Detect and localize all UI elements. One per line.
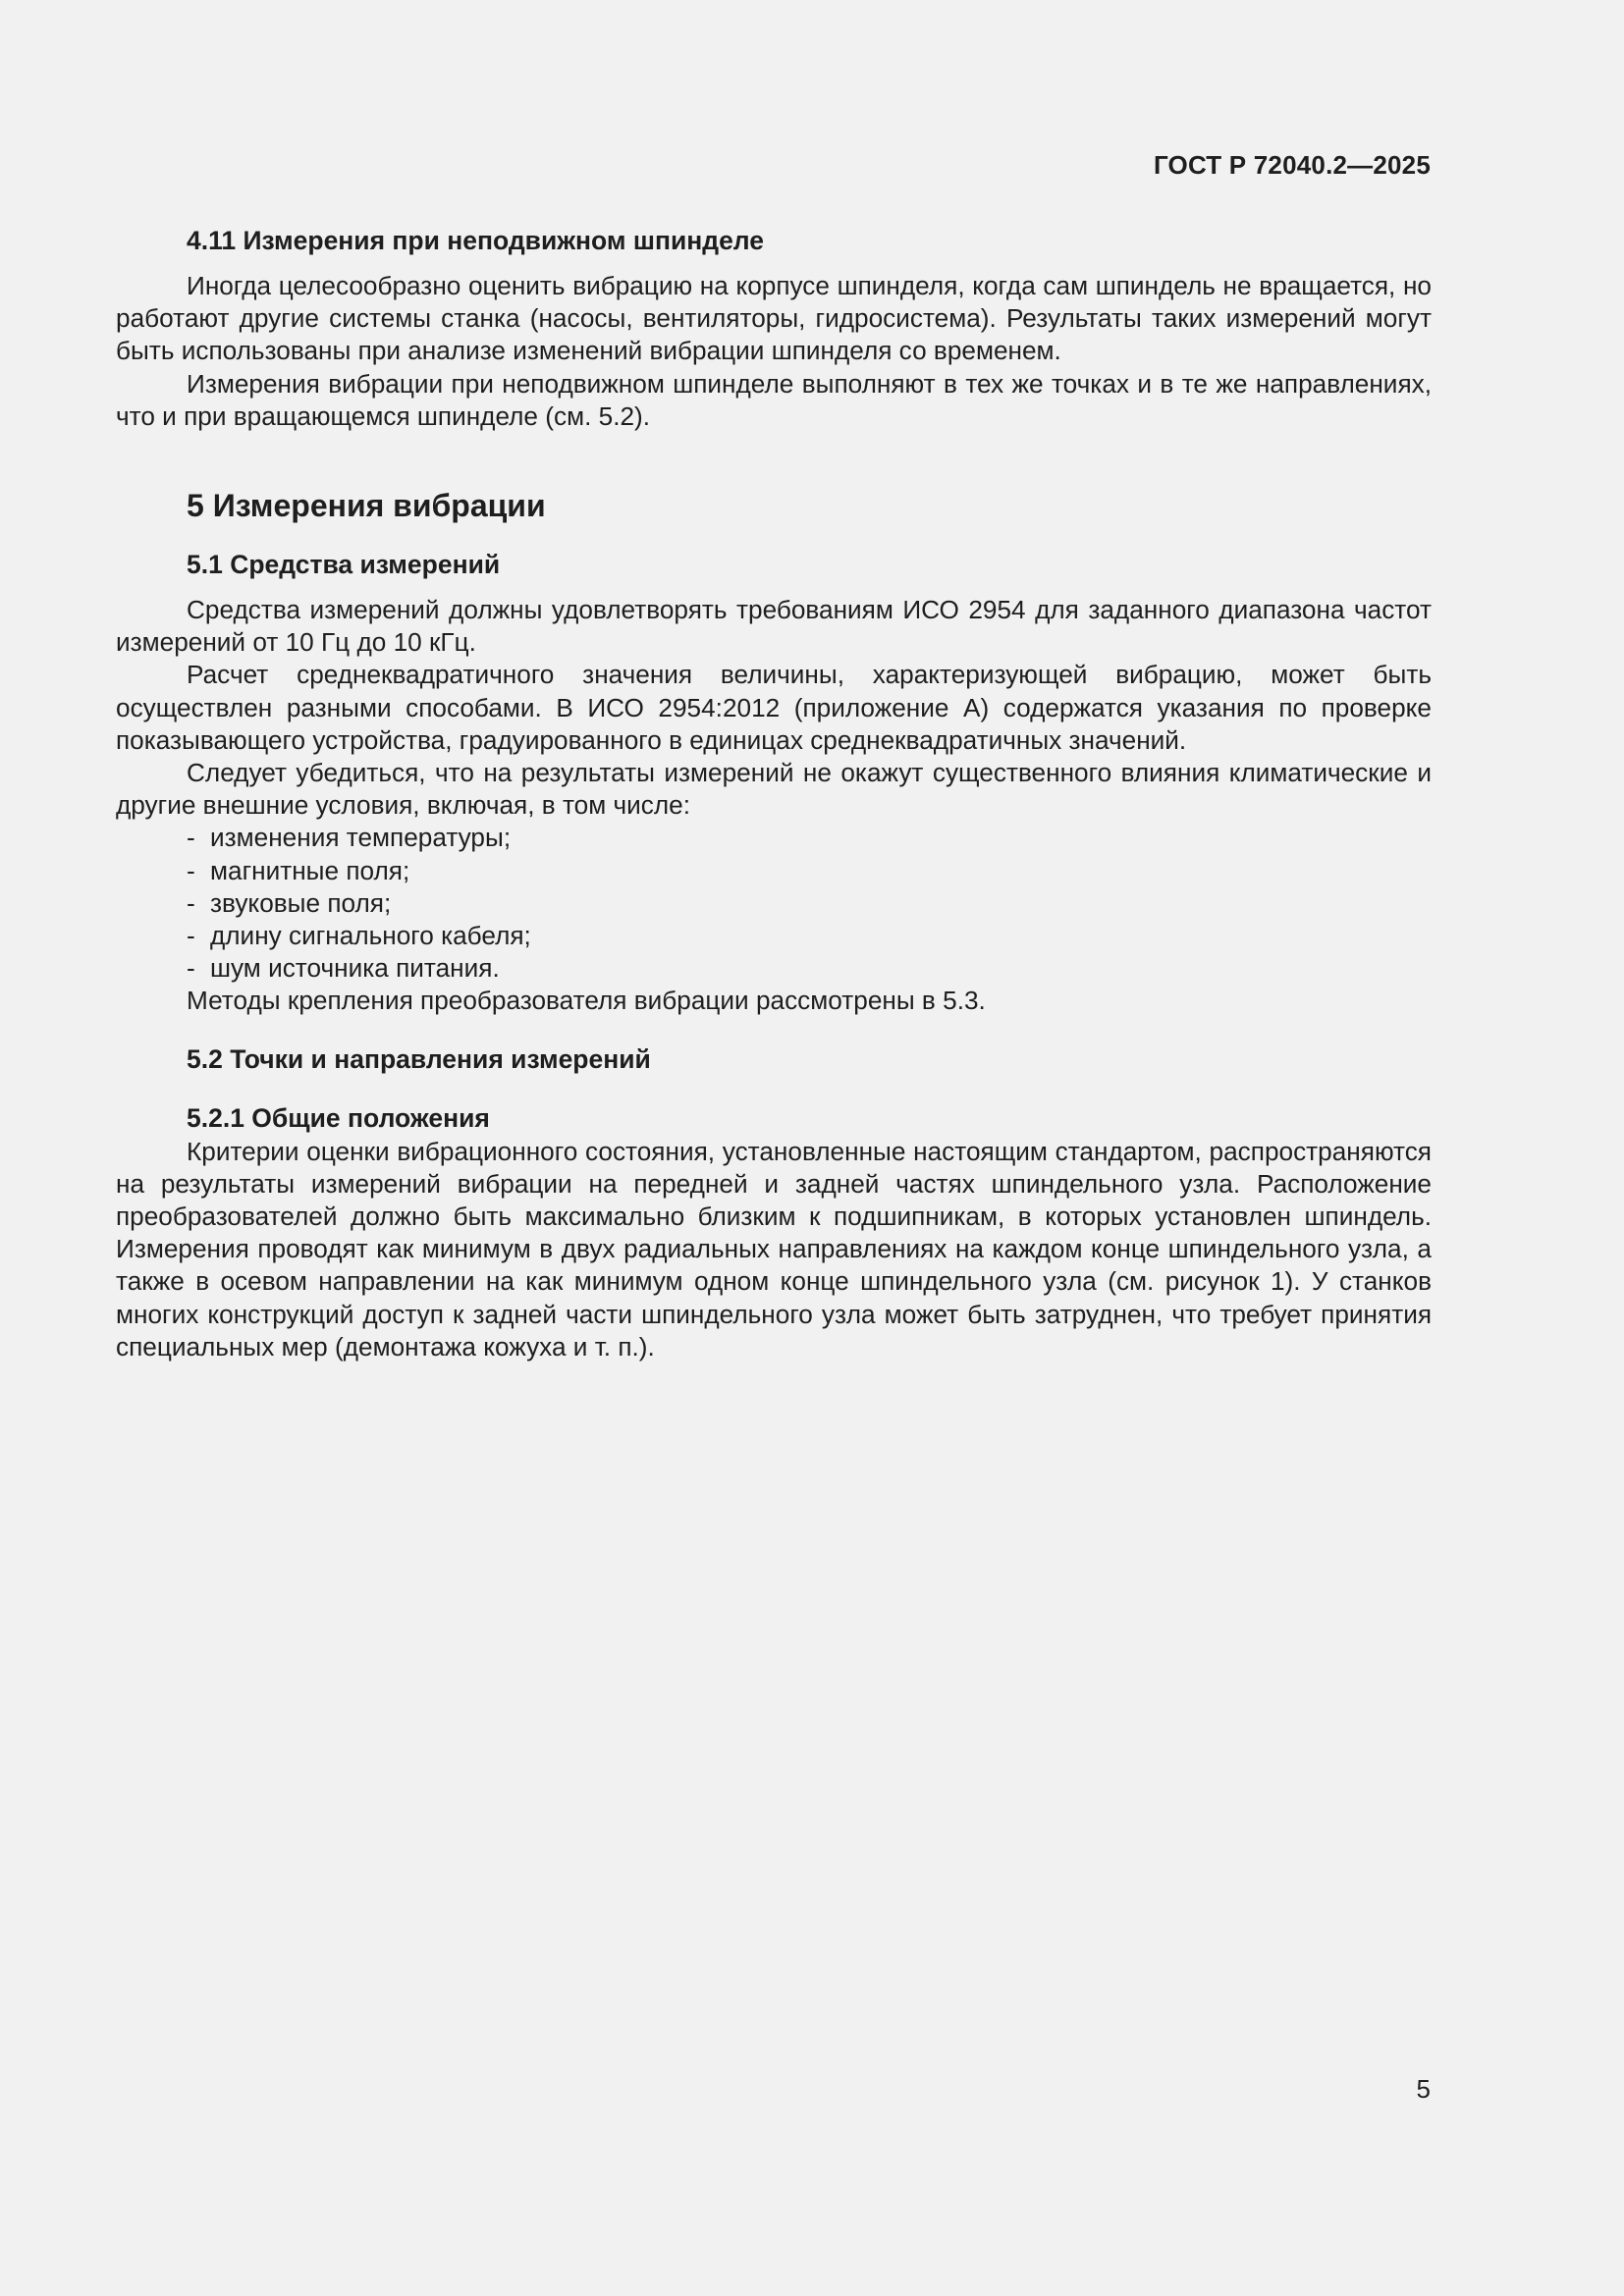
- heading-5-1: 5.1 Средства измерений: [187, 550, 501, 580]
- list-item-text: шум источника питания.: [210, 953, 500, 984]
- list-marker: -: [187, 921, 195, 951]
- list-item-text: изменения температуры;: [210, 823, 512, 853]
- heading-5-2-1: 5.2.1 Общие положения: [187, 1102, 490, 1133]
- list-marker: -: [187, 953, 195, 984]
- list-marker: -: [187, 887, 195, 918]
- paragraph-5-1-1: Средства измерений должны удовлетворять требованиям ИСО 2954 для заданного диапазона частот измерений от 10 Гц до 10 кГц.: [116, 595, 1432, 658]
- paragraph-5-1-closing: Методы крепления преобразователя вибрации рассмотрены в 5.3.: [187, 986, 986, 1016]
- paragraph-5-1-3: Следует убедиться, что на результаты измерений не окажут существенного влияния климатические и другие внешние условия, включая, в том числе:: [116, 758, 1432, 821]
- conditions-list: [116, 822, 1432, 985]
- list-item: [187, 920, 1432, 952]
- heading-5: 5 Измерения вибрации: [187, 488, 546, 524]
- paragraph-5-2-1: Критерии оценки вибрационного состояния, установленные настоящим стандартом, распространяются на результаты измерений вибрации на передней и задней частях шпиндельного узла. Расположение преобразователей должно быть максимально близким к подшипникам, в которых установлен шпиндель. Измерения проводят как минимум в двух радиальных направлениях на каждом конце шпиндельного узла, а также в осевом направлении на как минимум одном конце шпиндельного узла (см. рисунок 1). У станков многих конструкций доступ к задней части шпиндельного узла может быть затруднен, что требует принятия специальных мер (демонтажа кожуха и т. п.).: [116, 1136, 1432, 1362]
- document-designation: ГОСТ Р 72040.2—2025: [1153, 150, 1431, 180]
- heading-4-11: 4.11 Измерения при неподвижном шпинделе: [187, 226, 765, 255]
- list-marker: -: [187, 855, 195, 885]
- list-item: [187, 855, 1432, 887]
- list-item-text: длину сигнального кабеля;: [210, 921, 531, 951]
- list-item-text: магнитные поля;: [210, 855, 410, 885]
- paragraph-5-1-2: Расчет среднеквадратичного значения величины, характеризующей вибрацию, может быть осуществлен разными способами. В ИСО 2954:2012 (приложение А) содержатся указания по проверке показывающего устройства, градуированного в единицах среднеквадратичных значений.: [116, 660, 1432, 755]
- list-marker: -: [187, 823, 195, 853]
- paragraph-4-11-2: Измерения вибрации при неподвижном шпинделе выполняют в тех же точках и в те же направлениях, что и при вращающемся шпинделе (см. 5.2).: [116, 368, 1432, 431]
- list-item-text: звуковые поля;: [210, 887, 392, 918]
- page-number: 5: [1416, 2074, 1431, 2104]
- page-content: [116, 223, 1432, 1363]
- list-item: [187, 822, 1432, 854]
- list-item: [187, 887, 1432, 920]
- heading-5-2: 5.2 Точки и направления измерений: [187, 1043, 651, 1074]
- list-item: [187, 952, 1432, 985]
- paragraph-4-11-1: Иногда целесообразно оценить вибрацию на корпусе шпинделя, когда сам шпиндель не вращается, но работают другие системы станка (насосы, вентиляторы, гидросистема). Результаты таких измерений могут быть использованы при анализе изменений вибрации шпинделя со временем.: [116, 271, 1432, 366]
